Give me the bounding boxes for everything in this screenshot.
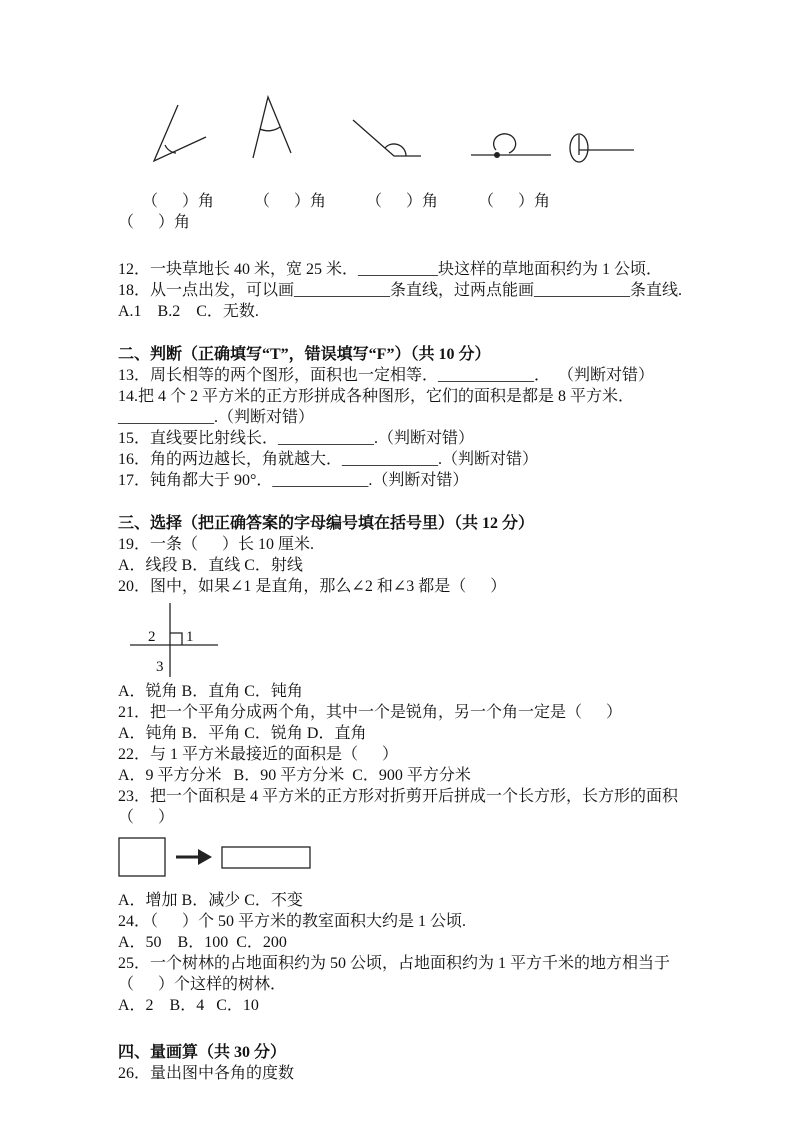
q20-angles-figure bbox=[122, 599, 242, 679]
question-23-options: A．增加 B．减少 C．不变 bbox=[118, 892, 303, 909]
angle-label-3: （ ）角 bbox=[366, 193, 439, 210]
question-20-options: A．锐角 B．直角 C．钝角 bbox=[118, 683, 303, 700]
full-angle-figure bbox=[570, 134, 634, 162]
section-3-heading: 三、选择（把正确答案的字母编号填在括号里）（共 12 分） bbox=[118, 515, 535, 532]
acute-angle-figure bbox=[154, 105, 206, 161]
angle-label-5: （ ）角 bbox=[118, 214, 191, 231]
question-18-options: A.1 B.2 C．无数. bbox=[118, 303, 259, 320]
angle-labels-row bbox=[118, 170, 683, 254]
q20-angle-3-label: 3 bbox=[156, 659, 164, 675]
q20-angle-1-label: 1 bbox=[186, 629, 194, 645]
question-26: 26．量出图中各角的度数 bbox=[118, 1065, 295, 1082]
q20-angle-2-label: 2 bbox=[148, 629, 156, 645]
question-25-options: A．2 B．4 C．10 bbox=[118, 997, 259, 1014]
narrow-angle-figure bbox=[253, 97, 291, 158]
angle-label-4: （ ）角 bbox=[478, 193, 551, 210]
obtuse-angle-figure bbox=[353, 120, 421, 156]
question-25: 25．一个树林的占地面积约为 50 公顷，占地面积约为 1 平方千米的地方相当于（ ）个这样的树林． bbox=[118, 955, 671, 993]
right-arrow-icon bbox=[176, 849, 212, 865]
question-17: 17．钝角都大于 90°．____________.（判断对错） bbox=[118, 472, 469, 489]
q23-shapes-figure bbox=[118, 834, 328, 882]
question-21-options: A．钝角 B．平角 C．锐角 D．直角 bbox=[118, 725, 367, 742]
section-2-heading: 二、判断（正确填写“T”，错误填写“F”）（共 10 分） bbox=[118, 346, 491, 363]
question-19-options: A．线段 B．直线 C．射线 bbox=[118, 557, 303, 574]
question-18: 18．从一点出发，可以画____________条直线，过两点能画____________条直线. bbox=[118, 282, 683, 299]
question-20: 20．图中，如果∠1 是直角，那么∠2 和∠3 都是（ ） bbox=[118, 578, 507, 595]
question-23: 23．把一个面积是 4 平方米的正方形对折剪开后拼成一个长方形，长方形的面积（ ） bbox=[118, 788, 679, 826]
question-16: 16．角的两边越长，角就越大．____________.（判断对错） bbox=[118, 451, 539, 468]
question-15: 15．直线要比射线长．____________.（判断对错） bbox=[118, 430, 475, 447]
straight-angle-figure bbox=[471, 134, 551, 158]
section-4-heading: 四、量画算（共 30 分） bbox=[118, 1044, 287, 1061]
worksheet-content bbox=[118, 0, 683, 1084]
angle-label-2: （ ）角 bbox=[254, 193, 327, 210]
angle-figures-row bbox=[124, 93, 664, 167]
question-22: 22．与 1 平方米最接近的面积是（ ） bbox=[118, 746, 399, 763]
question-12: 12．一块草地长 40 米，宽 25 米．__________块这样的草地面积约为 1 公顷． bbox=[118, 261, 663, 278]
question-22-options: A．9 平方分米 B．90 平方分米 C．900 平方分米 bbox=[118, 767, 471, 784]
question-13: 13．周长相等的两个图形，面积也一定相等．____________． （判断对错） bbox=[118, 367, 655, 384]
question-14: 14.把 4 个 2 平方米的正方形拼成各种图形，它们的面积是都是 8 平方米．____________.（判断对错） bbox=[118, 388, 635, 426]
angle-label-1: （ ）角 bbox=[142, 193, 215, 210]
question-19: 19．一条（ ）长 10 厘米. bbox=[118, 536, 315, 553]
question-21: 21．把一个平角分成两个角，其中一个是锐角，另一个角一定是（ ） bbox=[118, 704, 623, 721]
question-24: 24．（ ）个 50 平方米的教室面积大约是 1 公顷. bbox=[118, 913, 467, 930]
question-24-options: A．50 B．100 C．200 bbox=[118, 934, 287, 951]
